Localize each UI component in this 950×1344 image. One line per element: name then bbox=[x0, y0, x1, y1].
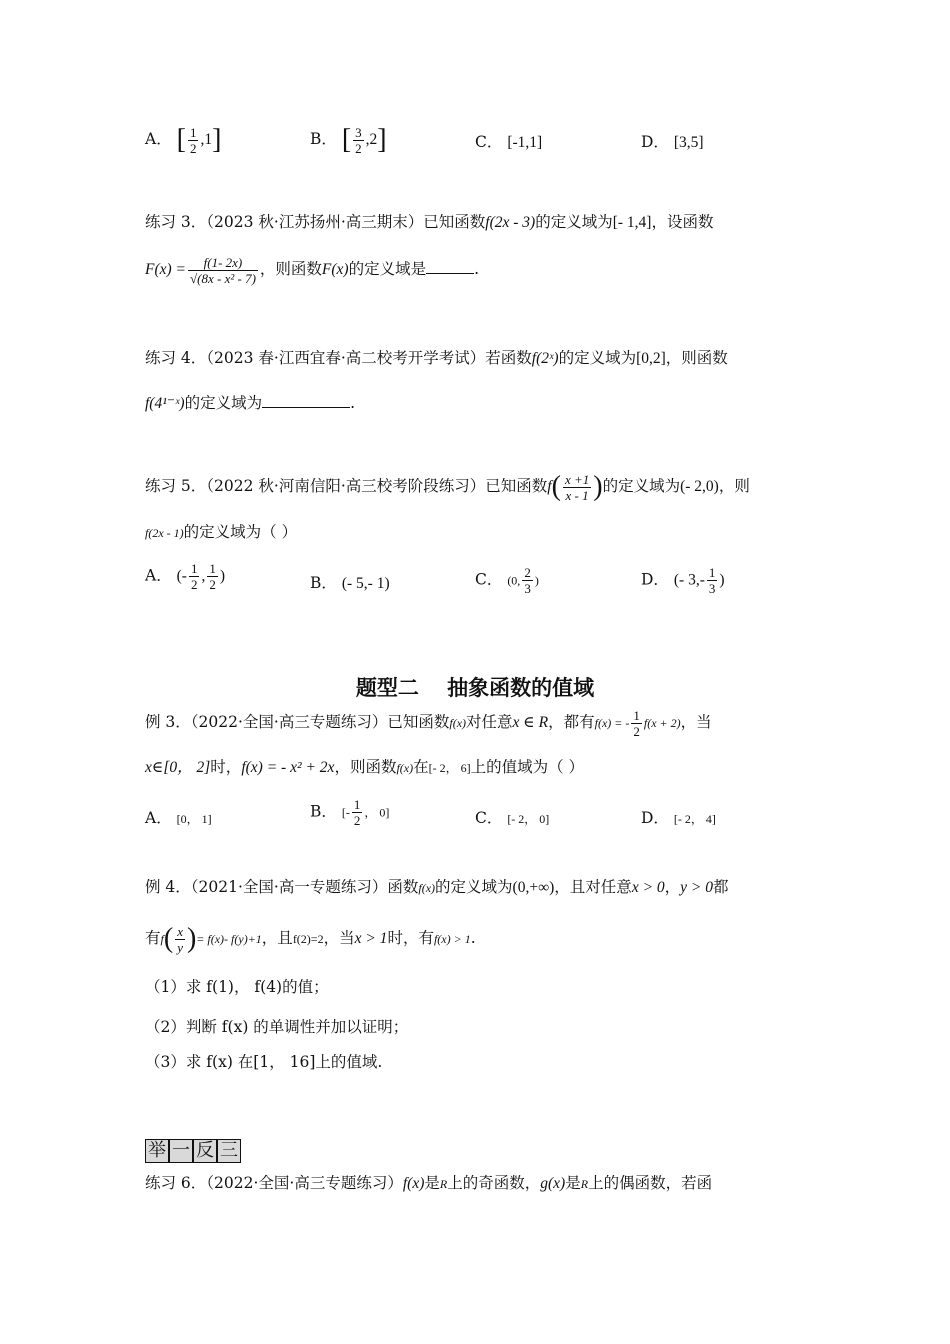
exercise-5-line-2: f(2x - 1)的定义域为（ ） bbox=[145, 523, 298, 541]
example-4-q3: （3）求 f(x) 在[1， 16]上的值域. bbox=[145, 1053, 383, 1071]
eg3-option-c: C． [- 2， 0] bbox=[475, 809, 550, 827]
option-d: D． [3,5] bbox=[641, 133, 704, 151]
ex5-option-c: C． (0, $\frac{2}{3}$ ) bbox=[475, 565, 539, 596]
example-4-q1: （1）求 f(1)， f(4)的值； bbox=[145, 978, 329, 996]
ex5-option-a: A． (- $\frac{1}{2}$ , $\frac{1}{2}$ ) bbox=[145, 561, 226, 592]
example-4-line-2: 有f( $\frac{x}{y}$ )= f(x)- f(y)+1，且f(2)=2，当x > 1时，有f(x) > 1. bbox=[145, 923, 476, 955]
exercise-3-line-2: F(x) = $\frac{f(1- 2x)}{\text{√(8x - x² - 7)}}$ ，则函数F(x)的定义域是 . bbox=[145, 254, 480, 286]
example-3-line-2: x∈[0， 2]时，f(x) = - x² + 2x，则函数f(x)在[- 2， 6]上的值域为（ ） bbox=[145, 758, 585, 776]
exercise-4-line-2: f(4¹⁻ˣ)的定义域为 . bbox=[145, 394, 356, 412]
exercise-3-line-1: 练习 3．（2023 秋·江苏扬州·高三期末）已知函数f(2x - 3)的定义域为[- 1,4]，设函数 bbox=[145, 213, 714, 231]
example-4-line-1: 例 4．（2021·全国·高一专题练习）函数f(x)的定义域为(0,+∞)，且对任意x > 0，y > 0都 bbox=[145, 878, 729, 896]
eg3-option-a: A． [0， 1] bbox=[145, 809, 212, 827]
ex5-option-d: D． (- 3,- $\frac{1}{3}$ ) bbox=[641, 565, 725, 596]
exercise-6-line-1: 练习 6．（2022·全国·高三专题练习）f(x)是R上的奇函数，g(x)是R上的偶函数，若函 bbox=[145, 1174, 713, 1192]
ex5-option-b: B． (- 5,- 1) bbox=[310, 574, 390, 592]
option-a: A． [ $\frac{1}{2}$ ,1] bbox=[145, 124, 222, 156]
eg3-option-b: B． [- $\frac{1}{2}$ ， 0] bbox=[310, 797, 390, 828]
option-b: B． [ $\frac{3}{2}$ ,2] bbox=[310, 124, 387, 156]
eg3-option-d: D． [- 2， 4] bbox=[641, 809, 716, 827]
section-title: 题型二 抽象函数的值域 bbox=[355, 676, 595, 700]
example-4-q2: （2）判断 f(x) 的单调性并加以证明； bbox=[145, 1018, 409, 1036]
example-3-line-1: 例 3．（2022·全国·高三专题练习）已知函数f(x)对任意x ∈ R，都有f(x) = - $\frac{1}{2}$ f(x + 2)，当 bbox=[145, 707, 712, 739]
practice-badge: 举 一 反 三 bbox=[145, 1139, 241, 1163]
exercise-4-line-1: 练习 4．（2023 春·江西宜春·高二校考开学考试）若函数f(2ˣ)的定义域为[0,2]，则函数 bbox=[145, 349, 728, 367]
option-c: C． [-1,1] bbox=[475, 133, 543, 151]
exercise-5-line-1: 练习 5．（2022 秋·河南信阳·高三校考阶段练习）已知函数f( $\frac{x +1}{x - 1}$ )的定义域为(- 2,0)，则 bbox=[145, 471, 750, 503]
